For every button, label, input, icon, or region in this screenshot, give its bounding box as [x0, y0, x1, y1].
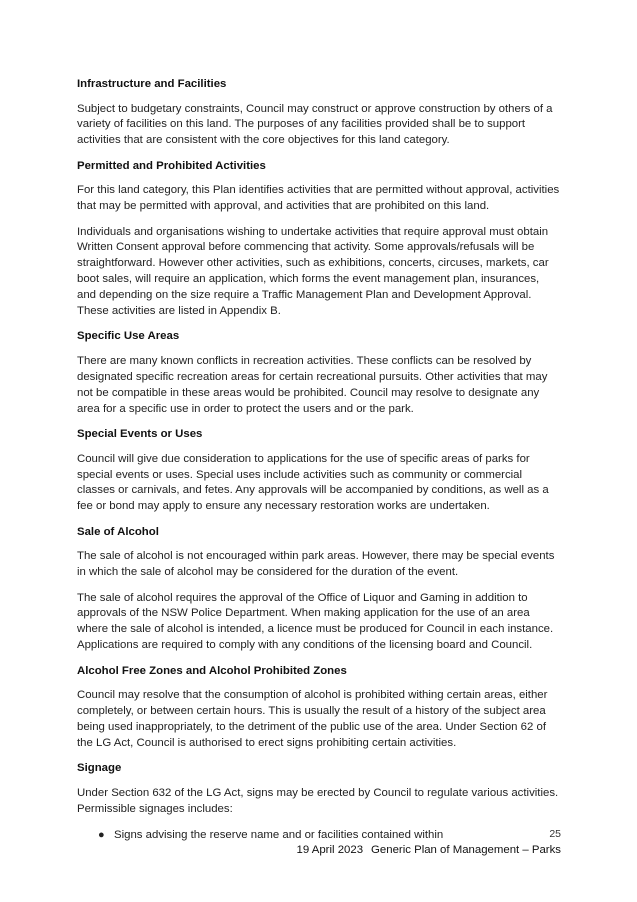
section-alcohol-free-zones — [77, 664, 561, 752]
paragraph: Subject to budgetary constraints, Council may construct or approve construction by others of a variety of facilities on this land. The purposes of any facilities provided shall be to support activities that are consistent with the core objectives for this land category. — [77, 102, 553, 147]
section-heading: Specific Use Areas — [77, 330, 180, 343]
section-specific-use-areas — [77, 329, 561, 417]
paragraph: There are many known conflicts in recreation activities. These conflicts can be resolved by designated specific recreation areas for certain recreational pursuits. Other activities that may not be compatible in these areas would be prohibited. Council may resolve to designate any area for a specific use in order to protect the users and or the park. — [77, 354, 548, 415]
section-heading: Sale of Alcohol — [77, 525, 159, 538]
section-special-events — [77, 427, 561, 515]
section-heading: Permitted and Prohibited Activities — [77, 159, 266, 172]
list-item-text: Signs advising the reserve name and or facilities contained within — [114, 829, 444, 842]
paragraph: Under Section 632 of the LG Act, signs may be erected by Council to regulate various activities. Permissible signages includes: — [77, 786, 559, 815]
section-heading: Alcohol Free Zones and Alcohol Prohibited Zones — [77, 664, 347, 677]
section-heading: Signage — [77, 762, 122, 775]
footer-document-title: Generic Plan of Management – Parks — [371, 844, 561, 856]
bullet-icon: ● — [98, 829, 105, 842]
paragraph: The sale of alcohol is not encouraged within park areas. However, there may be special events in which the sale of alcohol may be considered for the duration of the event. — [77, 550, 555, 579]
footer-line — [297, 843, 561, 858]
paragraph: Council will give due consideration to applications for the use of specific areas of parks for special events or uses. Special uses include activities such as community or commercial classes or carnivals, and fetes. Any approvals will be accompanied by conditions, as well as a fee or bond may apply to ensure any necessary restoration works are undertaken. — [77, 452, 549, 513]
section-heading: Infrastructure and Facilities — [77, 78, 227, 90]
paragraph: The sale of alcohol requires the approval of the Office of Liquor and Gaming in addition to approvals of the NSW Police Department. When making application for the use of an area where the sale of alcohol is intended, a licence must be produced for Council in each instance. Applications are required to comply with any conditions of the licensing board and Council. — [77, 591, 554, 652]
section-infrastructure-facilities — [77, 77, 561, 149]
paragraph: For this land category, this Plan identifies activities that are permitted without approval, activities that may be permitted with approval, and activities that are prohibited on this land. — [77, 184, 560, 213]
page-content — [77, 77, 561, 843]
paragraph: Individuals and organisations wishing to undertake activities that require approval must obtain Written Consent approval before commencing that activity. Some approvals/refusals will be straightforward. However other activities, such as exhibitions, concerts, circuses, markets, car boot sales, will require an application, which forms the event management plan, insurances, and depending on the size require a Traffic Management Plan and Development Approval. These activities are listed in Appendix B. — [77, 225, 549, 318]
section-heading: Special Events or Uses — [77, 428, 203, 441]
section-permitted-prohibited-activities — [77, 159, 561, 320]
section-sale-of-alcohol — [77, 525, 561, 654]
paragraph: Council may resolve that the consumption of alcohol is prohibited withing certain areas, either completely, or between certain hours. This is usually the result of a history of the subject area being used inappropriately, to the detriment of the public use of the area. Under Section 62 of the LG Act, Council is authorised to erect signs prohibiting certain activities. — [77, 689, 548, 749]
page-footer — [297, 828, 561, 858]
page-number: 25 — [549, 828, 561, 840]
footer-date: 19 April 2023 — [296, 844, 364, 856]
